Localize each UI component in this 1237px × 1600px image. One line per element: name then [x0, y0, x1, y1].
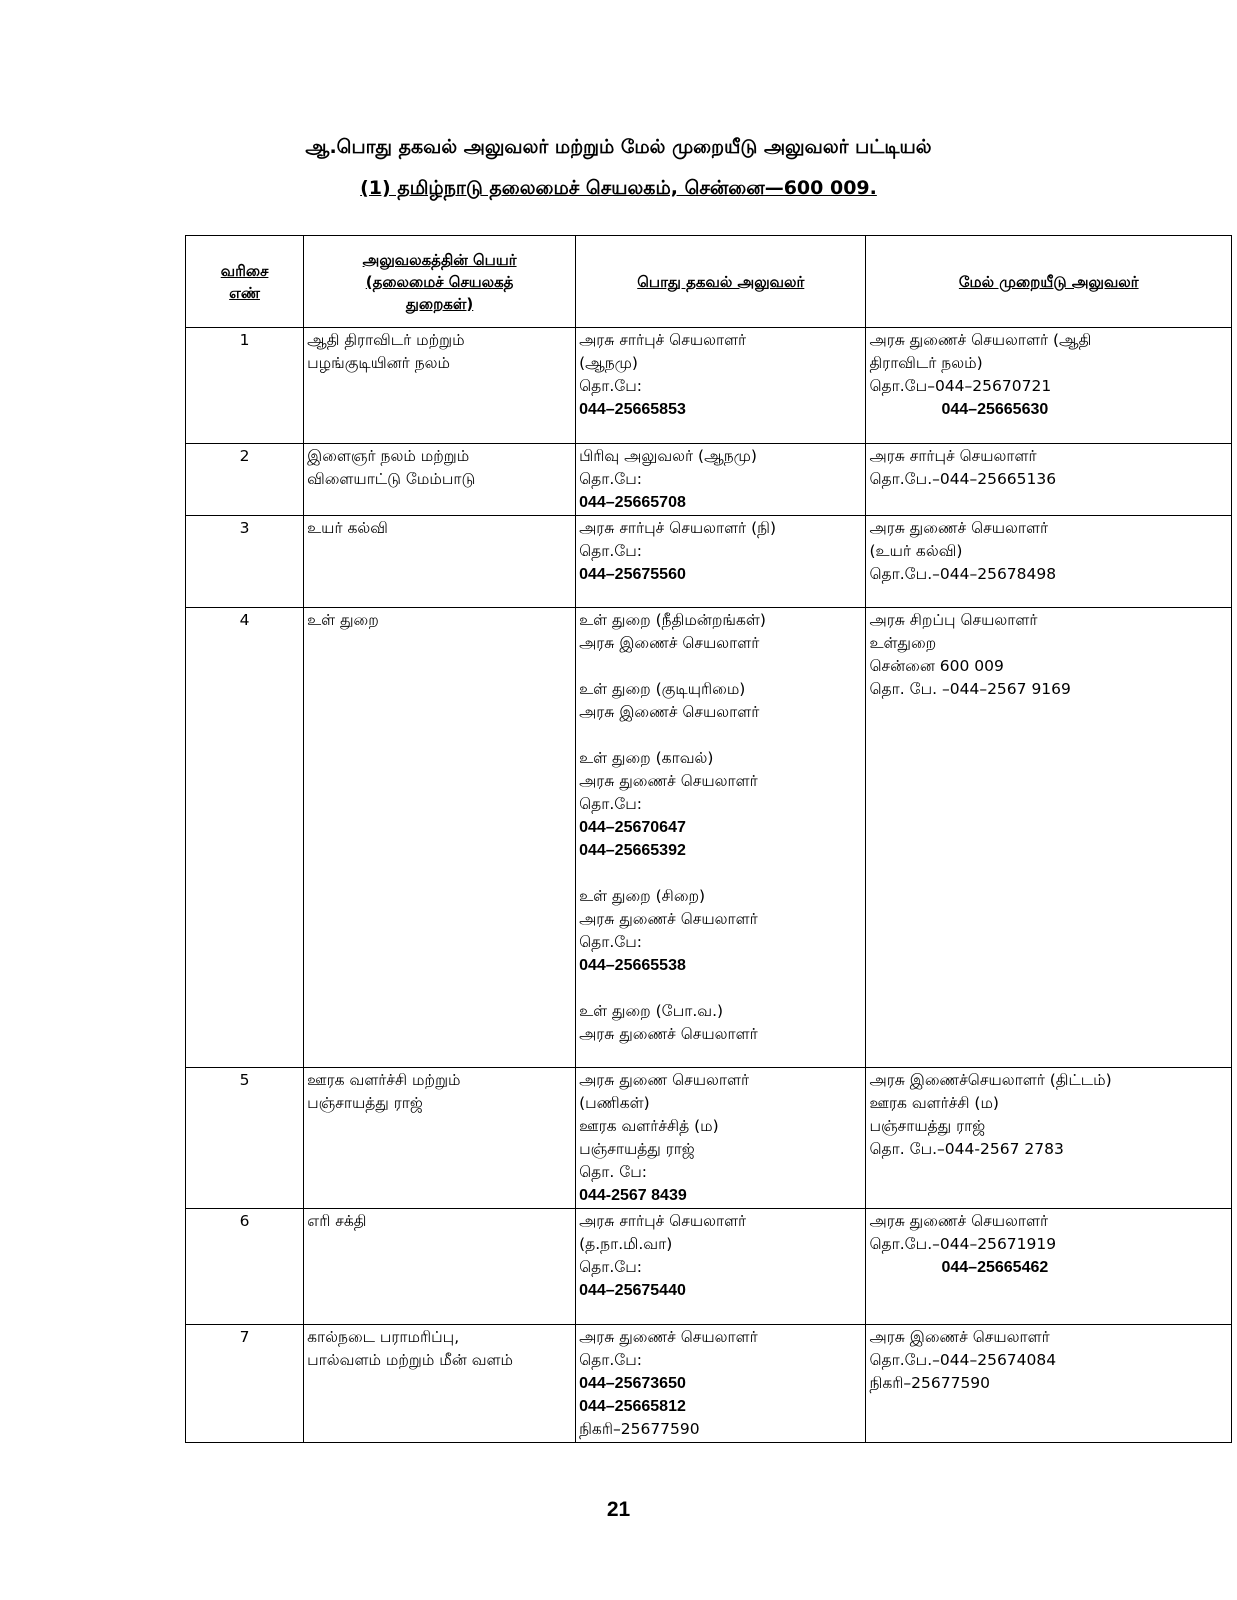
- appellate-cell: [866, 1068, 1232, 1209]
- pio-cell: [576, 1209, 866, 1325]
- page-number: 21: [606, 1498, 631, 1521]
- pio-line: தொ.பே:: [579, 470, 643, 488]
- appellate-cell: [866, 1209, 1232, 1325]
- pio-line: 044–25665812: [579, 1398, 686, 1415]
- table-row: [186, 516, 1232, 608]
- pio-line: 044–25665538: [579, 957, 686, 974]
- office-line: உள் துறை: [307, 611, 379, 629]
- appellate-line: தொ.பே.–044–25671919: [869, 1235, 1057, 1253]
- appellate-line: அரசு துணைச் செயலாளர் (ஆதி: [869, 331, 1092, 349]
- appellate-line: அரசு இணைச்செயலாளர் (திட்டம்): [869, 1071, 1112, 1089]
- appellate-line: தொ.பே–044–25670721: [869, 377, 1052, 395]
- header-appellate: மேல் முறையீடு அலுவலர்: [866, 236, 1232, 328]
- pio-line: உள் துறை (நீதிமன்றங்கள்): [579, 611, 766, 629]
- pio-cell: [576, 516, 866, 608]
- pio-line: அரசு சார்புச் செயலாளர்: [579, 1212, 747, 1230]
- header-serial: வரிசை எண்: [186, 236, 304, 328]
- pio-line: அரசு துணைச் செயலாளர்: [579, 910, 758, 928]
- pio-line: 044–25673650: [579, 1375, 686, 1392]
- pio-line: [579, 977, 862, 1000]
- serial-number-cell: 7: [186, 1325, 304, 1443]
- appellate-line: அரசு துணைச் செயலாளர்: [869, 519, 1049, 537]
- table-body: [186, 328, 1232, 1443]
- office-line: கால்நடை பராமரிப்பு,: [307, 1328, 460, 1346]
- officers-table: [185, 235, 1232, 1443]
- appellate-line: 044–25665630: [941, 401, 1049, 418]
- page-subtitle: (1) தமிழ்நாடு தலைமைச் செயலகம், சென்னை—600 009.: [360, 177, 877, 199]
- pio-line: தொ.பே:: [579, 933, 643, 951]
- pio-line: 044–25665853: [579, 401, 686, 418]
- table-row: [186, 608, 1232, 1068]
- appellate-line: அரசு சார்புச் செயலாளர்: [869, 447, 1037, 465]
- office-cell: [304, 516, 576, 608]
- pio-line: அரசு துணைச் செயலாளர்: [579, 772, 758, 790]
- office-line: விளையாட்டு மேம்பாடு: [307, 470, 476, 488]
- appellate-line: தொ. பே. –044–2567 9169: [869, 680, 1071, 698]
- appellate-line: நிகரி–25677590: [869, 1374, 991, 1392]
- pio-line: தொ. பே:: [579, 1163, 647, 1181]
- appellate-line: ஊரக வளர்ச்சி (ம): [869, 1094, 999, 1112]
- appellate-line: 044–25665462: [941, 1259, 1049, 1276]
- office-line: உயர் கல்வி: [307, 519, 388, 537]
- pio-line: பிரிவு அலுவலர் (ஆநமு): [579, 447, 757, 465]
- pio-line: (பணிகள்): [579, 1094, 650, 1112]
- header-office: அலுவலகத்தின் பெயர் (தலைமைச் செயலகத் துறைகள்): [304, 236, 576, 328]
- pio-cell: [576, 1325, 866, 1443]
- appellate-line: (உயர் கல்வி): [869, 542, 963, 560]
- table-row: [186, 328, 1232, 444]
- pio-line: 044–25675560: [579, 566, 686, 583]
- office-line: ஊரக வளர்ச்சி மற்றும்: [307, 1071, 461, 1089]
- appellate-line: உள்துறை: [869, 634, 937, 652]
- serial-number-cell: 2: [186, 444, 304, 516]
- header-pio: பொது தகவல் அலுவலர்: [576, 236, 866, 328]
- pio-line: 044–25670647: [579, 819, 686, 836]
- pio-line: அரசு துணைச் செயலாளர்: [579, 1025, 758, 1043]
- pio-line: நிகரி–25677590: [579, 1420, 700, 1438]
- pio-line: 044–25675440: [579, 1282, 686, 1299]
- pio-line: (ஆநமு): [579, 354, 638, 372]
- pio-line: உள் துறை (குடியுரிமை): [579, 680, 746, 698]
- pio-line: தொ.பே:: [579, 542, 643, 560]
- pio-cell: [576, 608, 866, 1068]
- pio-line: 044–25665708: [579, 494, 686, 511]
- appellate-line: தொ.பே.–044–25678498: [869, 565, 1057, 583]
- appellate-line: அரசு சிறப்பு செயலாளர்: [869, 611, 1038, 629]
- pio-line: தொ.பே:: [579, 1351, 643, 1369]
- pio-line: தொ.பே:: [579, 1258, 643, 1276]
- appellate-line: திராவிடர் நலம்): [869, 354, 983, 372]
- appellate-line: அரசு இணைச் செயலாளர்: [869, 1328, 1050, 1346]
- pio-line: அரசு சார்புச் செயலாளர்: [579, 331, 747, 349]
- serial-number-cell: 6: [186, 1209, 304, 1325]
- appellate-line: தொ. பே.–044-2567 2783: [869, 1140, 1064, 1158]
- appellate-cell: [866, 1325, 1232, 1443]
- pio-line: தொ.பே:: [579, 377, 643, 395]
- pio-line: 044-2567 8439: [579, 1187, 687, 1204]
- pio-cell: [576, 328, 866, 444]
- pio-cell: [576, 1068, 866, 1209]
- office-cell: [304, 1068, 576, 1209]
- office-cell: [304, 328, 576, 444]
- appellate-line: பஞ்சாயத்து ராஜ்: [869, 1117, 986, 1135]
- pio-line: அரசு துணை செயலாளர்: [579, 1071, 750, 1089]
- appellate-cell: [866, 444, 1232, 516]
- appellate-line: தொ.பே.–044–25665136: [869, 470, 1057, 488]
- pio-line: [579, 724, 862, 747]
- page-title: ஆ.பொது தகவல் அலுவலர் மற்றும் மேல் முறையீடு அலுவலர் பட்டியல்: [305, 136, 932, 158]
- office-line: இளைஞர் நலம் மற்றும்: [307, 447, 470, 465]
- office-cell: [304, 444, 576, 516]
- pio-line: [579, 655, 862, 678]
- pio-line: [579, 862, 862, 885]
- appellate-line: சென்னை 600 009: [869, 657, 1004, 675]
- table-row: [186, 1068, 1232, 1209]
- pio-line: பஞ்சாயத்து ராஜ்: [579, 1140, 695, 1158]
- pio-cell: [576, 444, 866, 516]
- appellate-cell: [866, 608, 1232, 1068]
- table-row: [186, 444, 1232, 516]
- pio-line: ஊரக வளர்ச்சித் (ம): [579, 1117, 719, 1135]
- pio-line: அரசு இணைச் செயலாளர்: [579, 634, 760, 652]
- pio-line: உள் துறை (காவல்): [579, 749, 714, 767]
- office-line: ஆதி திராவிடர் மற்றும்: [307, 331, 465, 349]
- serial-number-cell: 4: [186, 608, 304, 1068]
- pio-line: (த.நா.மி.வா): [579, 1235, 673, 1253]
- pio-line: 044–25665392: [579, 842, 686, 859]
- appellate-line: அரசு துணைச் செயலாளர்: [869, 1212, 1049, 1230]
- pio-line: அரசு இணைச் செயலாளர்: [579, 703, 760, 721]
- office-cell: [304, 1209, 576, 1325]
- pio-line: அரசு சார்புச் செயலாளர் (நி): [579, 519, 777, 537]
- pio-line: உள் துறை (போ.வ.): [579, 1002, 724, 1020]
- serial-number-cell: 3: [186, 516, 304, 608]
- appellate-line: தொ.பே.–044–25674084: [869, 1351, 1057, 1369]
- table-row: [186, 1209, 1232, 1325]
- office-line: பால்வளம் மற்றும் மீன் வளம்: [307, 1351, 513, 1369]
- appellate-cell: [866, 328, 1232, 444]
- office-line: பழங்குடியினர் நலம்: [307, 354, 450, 372]
- office-line: பஞ்சாயத்து ராஜ்: [307, 1094, 423, 1112]
- office-cell: [304, 1325, 576, 1443]
- serial-number-cell: 5: [186, 1068, 304, 1209]
- appellate-cell: [866, 516, 1232, 608]
- table-header-row: [186, 236, 1232, 328]
- pio-line: தொ.பே:: [579, 795, 643, 813]
- office-line: எரி சக்தி: [307, 1212, 367, 1230]
- pio-line: அரசு துணைச் செயலாளர்: [579, 1328, 758, 1346]
- pio-line: உள் துறை (சிறை): [579, 887, 706, 905]
- serial-number-cell: 1: [186, 328, 304, 444]
- table-row: [186, 1325, 1232, 1443]
- office-cell: [304, 608, 576, 1068]
